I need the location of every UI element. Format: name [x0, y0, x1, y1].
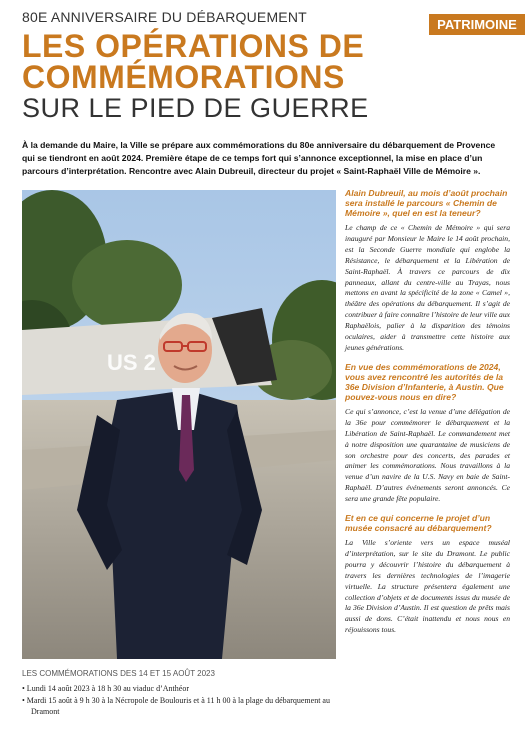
interview-question-3: Et en ce qui concerne le projet d’un musée consacré au débarquement? — [345, 513, 492, 534]
subheadline: SUR LE PIED DE GUERRE — [22, 93, 369, 123]
interview-question-2: En vue des commémorations de 2024, vous avez rencontré les autorités de la 36e Division d’Infanterie, à Austin. Que pouvez-vous nous en dire? — [345, 361, 504, 402]
caption-item: • Lundi 14 août 2023 à 18 h 30 au viaduc d’Anthéor — [22, 684, 189, 693]
headline-line-2: COMMÉMORATIONS — [22, 59, 345, 95]
portrait-illustration — [22, 190, 336, 659]
caption-list — [22, 683, 340, 718]
interview-answer-2: Ce qui s’annonce, c’est la venue d’une délégation de la 36e pour commémorer le débarquement et la Libération de Saint-Raphaël. Le commandement met à notre disposition une quarantaine de musiciens de son orchestre pour des concerts, des parades et animer les commémorations. Nous travaillons à la venue d’un navire de la U.S. Navy en baie de Saint-Raphaël. D’autres événements seront annoncés. Ce sera une grande fête populaire. — [345, 406, 510, 504]
interview-question-1: Alain Dubreuil, au mois d’août prochain sera installé le parcours « Chemin de Mémoire », quel en est la teneur? — [345, 188, 508, 218]
headline — [22, 28, 442, 95]
interview-answer-3: La Ville s’oriente vers un espace muséal d’interprétation, sur le site du Dramont. Le public pourra y découvrir l’histoire du débarquement à travers les dernières technologies de l’imagerie virtuelle. La structure présentera également une collection d’objets et de documents issus du musée de la 36e Division d’Austin. Il est question de prêts mais aussi de dons. C’était inattendu et nous nous en réjouissons tous. — [345, 538, 510, 635]
interview-column — [345, 188, 510, 644]
headline-line-1: LES OPÉRATIONS DE — [22, 28, 365, 64]
caption-title: LES COMMÉMORATIONS DES 14 ET 15 AOÛT 2023 — [22, 669, 215, 678]
caption-item: • Mardi 15 août à 9 h 30 à la Nécropole de Boulouris et à 11 h 00 à la plage du débarquement au Dramont — [22, 696, 330, 716]
portrait-photo — [22, 190, 336, 659]
lead-paragraph: À la demande du Maire, la Ville se prépare aux commémorations du 80e anniversaire du débarquement de Provence qui se tiendront en août 2024. Première étape de ce temps fort qui s’annonce exceptionnel, la mise en place d’un parcours d’interprétation. Rencontre avec Alain Dubreuil, directeur du projet « Saint-Raphaël Ville de Mémoire ». — [22, 140, 496, 176]
category-tag: PATRIMOINE — [429, 14, 525, 35]
wall-lettering: US 2 — [107, 350, 156, 375]
interview-answer-1: Le champ de ce « Chemin de Mémoire » qui sera inauguré par Monsieur le Maire le 14 août prochain, est la Seconde Guerre mondiale qui englobe la Résistance, le débarquement et la Libération de Saint-Raphaël. À travers ce parcours de dix panneaux, allant du centre-ville au Trayas, nous mettons en avant la spécificité de la zone « Camel », théâtre des opérations du débarquement. Il s’agit de contribuer à faire connaître l’histoire de leur ville aux Raphaëlois, palier à la disparition des témoins oculaires, aider à transmettre cette histoire aux jeunes générations. — [345, 223, 510, 352]
section-kicker: 80E ANNIVERSAIRE DU DÉBARQUEMENT — [22, 9, 307, 25]
